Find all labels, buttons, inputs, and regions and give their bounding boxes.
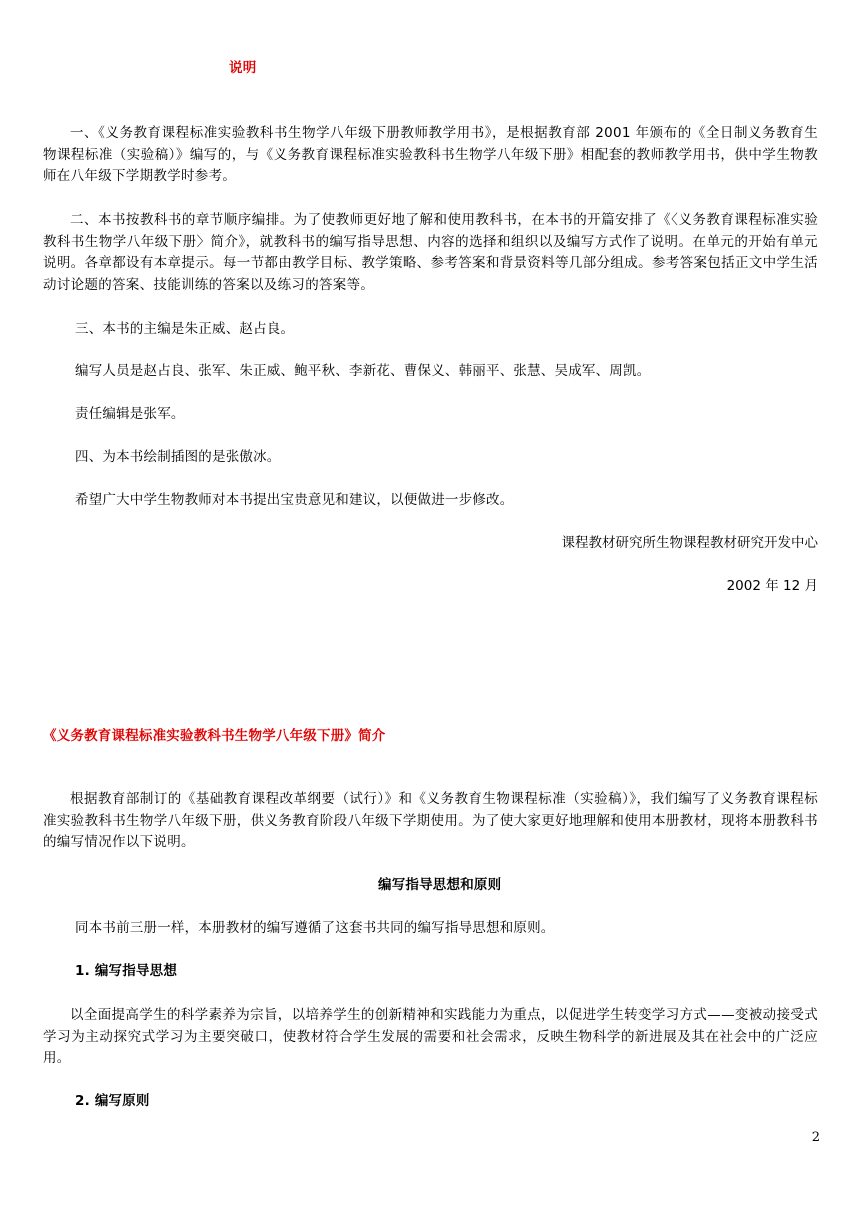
heading-guiding-principles: 编写指导思想和原则 [378, 877, 502, 893]
paragraph-2: 二、本书按教科书的章节顺序编排。为了使教师更好地了解和使用教科书，在本书的开篇安排了《〈义务教育课程标准实验教科书生物学八年级下册〉简介》，就教科书的编写指导思想、内容的选择和组织以及编写方式作了说明。在单元的开始有单元说明。各章都设有本章提示。每一节都由教学目标、教学策略、参考答案和背景资料等几部分组成。参考答案包括正文中学生活动讨论题的答案、技能训练的答案以及练习的答案等。 [43, 212, 818, 293]
paragraph-authors: 编写人员是赵占良、张军、朱正威、鲍平秋、李新花、曹保义、韩丽平、张慧、吴成军、周凯。 [75, 363, 651, 379]
paragraph-principles-note: 同本书前三册一样，本册教材的编写遵循了这套书共同的编写指导思想和原则。 [75, 920, 555, 936]
page-number: 2 [811, 1130, 820, 1145]
paragraph-chief-editors: 三、本书的主编是朱正威、赵占良。 [75, 321, 295, 337]
paragraph-responsible-editor: 责任编辑是张军。 [75, 406, 185, 422]
subheading-principles: 2. 编写原则 [75, 1093, 150, 1109]
intro-paragraph: 根据教育部制订的《基础教育课程改革纲要（试行）》和《义务教育生物课程标准（实验稿）》，我们编写了义务教育课程标准实验教科书生物学八年级下册，供义务教育阶段八年级下学期使用。为了使大家更好地理解和使用本册教材，现将本册教科书的编写情况作以下说明。 [43, 791, 818, 850]
date: 2002 年 12 月 [726, 578, 818, 594]
paragraph-guiding-ideas: 以全面提高学生的科学素养为宗旨，以培养学生的创新精神和实践能力为重点，以促进学生转变学习方式——变被动接受式学习为主动探究式学习为主要突破口，使教材符合学生发展的需要和社会需求，反映生物科学的新进展及其在社会中的广泛应用。 [43, 1007, 818, 1066]
subheading-guiding-ideas: 1. 编写指导思想 [75, 963, 178, 979]
section-title-intro: 《义务教育课程标准实验教科书生物学八年级下册》简介 [43, 728, 386, 744]
section-title-shuoming: 说明 [229, 60, 257, 76]
paragraph-illustrator: 四、为本书绘制插图的是张傲冰。 [75, 449, 281, 465]
signature: 课程教材研究所生物课程教材研究开发中心 [561, 535, 818, 551]
paragraph-1: 一、《义务教育课程标准实验教科书生物学八年级下册教师教学用书》，是根据教育部 2001 年颁布的《全日制义务教育生物课程标准（实验稿）》编写的，与《义务教育课程标准实验教科书生物学八年级下册》相配套的教师教学用书，供中学生物教师在八年级下学期教学时参考。 [43, 125, 818, 184]
paragraph-feedback: 希望广大中学生物教师对本书提出宝贵意见和建议，以便做进一步修改。 [75, 492, 514, 508]
